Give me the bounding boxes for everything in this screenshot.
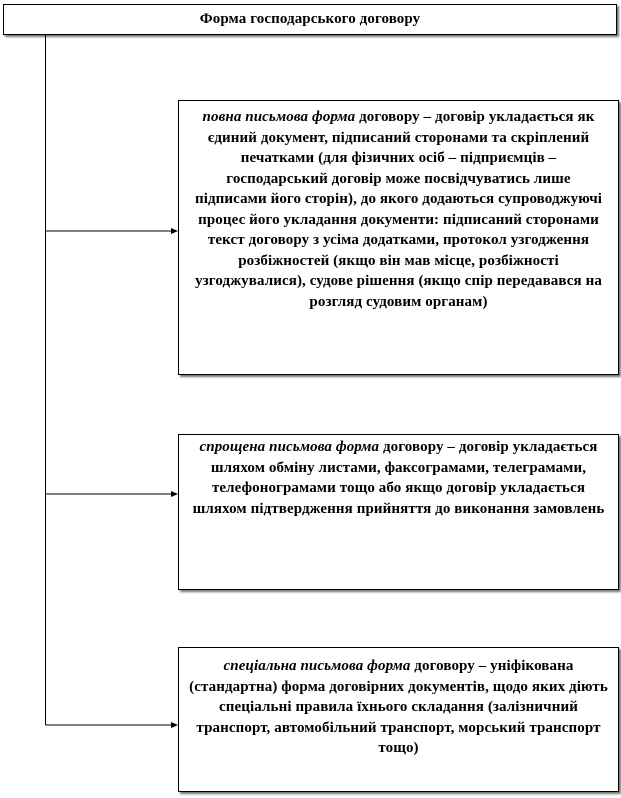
arrow-head-1 [171,228,178,234]
form-description: договору – уніфікована (стандартна) форма договірних документів, щодо яких діють спеціальні правила їхнього складання (залізничний транспорт, автомобільний транспорт, морський транспорт тощо) [189,658,608,756]
arrow-head-3 [171,722,178,728]
diagram-title-text: Форма господарського договору [199,11,421,27]
form-term: спеціальна письмова форма [223,658,411,674]
form-box-special-written [178,647,619,792]
form-term: спрощена письмова форма [199,439,380,455]
form-box-full-written [178,100,619,375]
arrow-head-2 [171,491,178,497]
form-box-simplified-written [178,434,619,590]
diagram-title [3,4,617,35]
form-description: договору – договір укладається шляхом обміну листами, факсограмами, телеграмами, телефонограмами тощо або якщо договір укладається шляхом підтвердження прийняття до виконання замовлень [192,439,605,517]
form-description: договору – договір укладається як єдиний документ, підписаний сторонами та скріплений печатками (для фізичних осіб – підприємців – господарський договір може посвідчуватись лише підписами його сторін), до якого додаються супроводжуючі процес його укладання документи: підписаний сторонами текст договору з усіма додатками, протокол узгодження розбіжностей (якщо він мав місце, розбіжності узгоджувалися), судове рішення (якщо спір передавався на розгляд судовим органам) [194,109,603,310]
form-term: повна письмова форма [202,109,356,125]
